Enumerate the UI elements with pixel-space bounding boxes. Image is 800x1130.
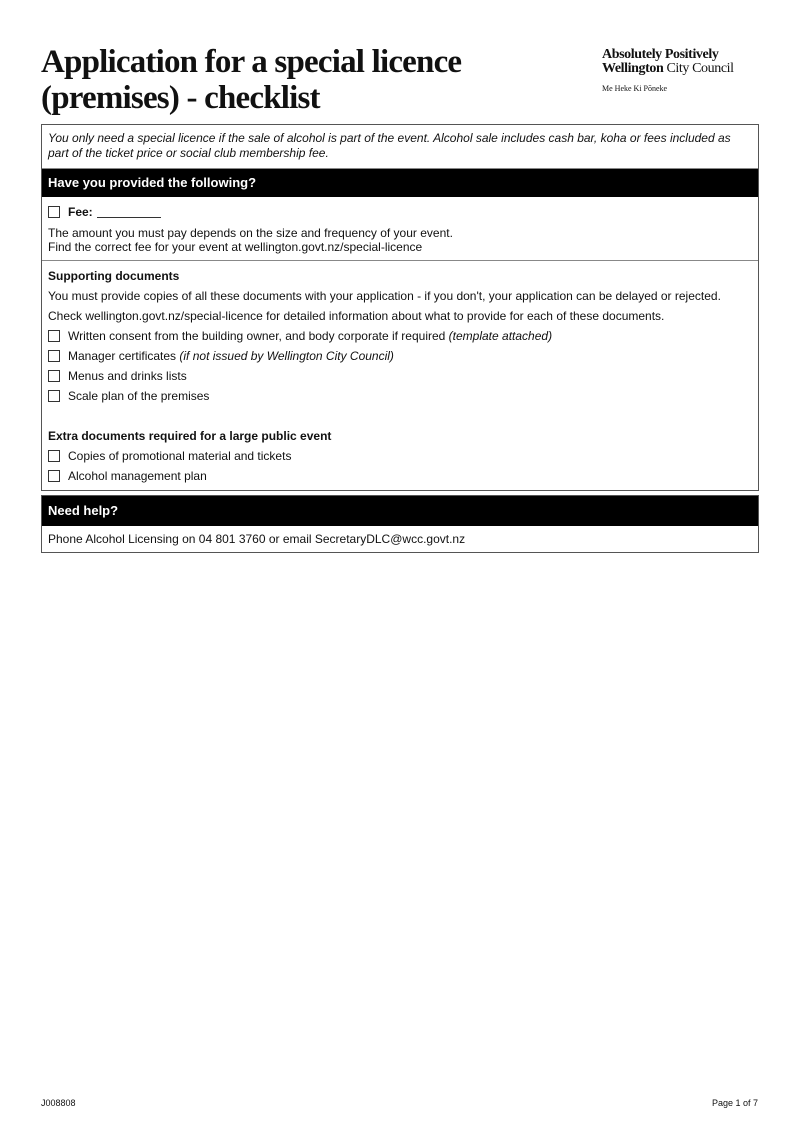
fee-label: Fee:: [68, 205, 93, 219]
checkbox[interactable]: [48, 330, 60, 342]
supporting-text: You must provide copies of all these documents with your application - if you don't, your application can be delayed or rejected.: [48, 289, 721, 303]
fee-link-prefix: Find the correct fee for your event at: [48, 240, 245, 254]
extra-heading: Extra documents required for a large public event: [48, 429, 332, 443]
checkbox[interactable]: [48, 450, 60, 462]
checklist-item[interactable]: [48, 446, 752, 466]
item-label: Copies of promotional material and tickets: [68, 449, 292, 463]
checklist-item[interactable]: [48, 366, 752, 386]
checkbox[interactable]: [48, 390, 60, 402]
check-prefix: Check: [48, 309, 83, 323]
fee-link[interactable]: wellington.govt.nz/special-licence: [244, 240, 423, 254]
checklist-item[interactable]: [48, 326, 752, 346]
council-logo: [602, 48, 734, 96]
item-label: Scale plan of the premises: [68, 389, 210, 403]
checklist-box: [41, 124, 759, 491]
page-number: Page 1 of 7: [711, 1098, 758, 1108]
intro-text: You only need a special licence if the sale of alcohol is part of the event. Alcohol sale includes cash bar, koha or fees included as part of the ticket price or social club membership fee.: [42, 125, 758, 169]
help-box: [41, 495, 759, 553]
logo-city-council: City Council: [663, 61, 734, 76]
check-suffix: for detailed information about what to provide for each of these documents.: [266, 309, 665, 323]
fee-input-line[interactable]: [97, 207, 161, 218]
form-code: J008808: [41, 1098, 76, 1108]
checklist-heading: Have you provided the following?: [42, 169, 758, 197]
logo-line-2: [602, 62, 734, 76]
logo-wellington: Wellington: [602, 61, 664, 76]
title-line-2: (premises) - checklist: [41, 80, 320, 116]
checklist-item[interactable]: [48, 346, 752, 366]
help-text: [42, 526, 758, 552]
checklist-item[interactable]: [48, 386, 752, 406]
item-label: Manager certificates: [68, 349, 177, 363]
help-heading: Need help?: [42, 496, 758, 526]
supporting-section: [42, 261, 758, 490]
item-note: (template attached): [448, 329, 553, 343]
help-prefix: Phone Alcohol Licensing on 04 801 3760 or email: [48, 532, 315, 546]
supporting-heading: Supporting documents: [48, 269, 180, 283]
item-label: Written consent from the building owner, and body corporate if required: [68, 329, 446, 343]
fee-checkbox[interactable]: [48, 206, 60, 218]
checkbox[interactable]: [48, 470, 60, 482]
title-line-1: Application for a special licence: [41, 44, 462, 80]
item-label: Menus and drinks lists: [68, 369, 187, 383]
fee-link-text: [48, 240, 752, 254]
help-email-link[interactable]: SecretaryDLC@wcc.govt.nz: [314, 532, 466, 546]
fee-text: The amount you must pay depends on the size and frequency of your event.: [48, 226, 453, 240]
fee-section: [42, 197, 758, 261]
checklist-item[interactable]: [48, 466, 752, 486]
logo-line-1: Absolutely Positively: [602, 47, 719, 62]
logo-tagline: Me Heke Ki Pōneke: [602, 84, 668, 93]
item-note: (if not issued by Wellington City Council): [179, 349, 394, 363]
page-title: [41, 44, 461, 116]
supporting-check-text: [48, 306, 752, 326]
checkbox[interactable]: [48, 350, 60, 362]
item-label: Alcohol management plan: [68, 469, 207, 483]
checkbox[interactable]: [48, 370, 60, 382]
supporting-link[interactable]: wellington.govt.nz/special-licence: [85, 309, 263, 323]
